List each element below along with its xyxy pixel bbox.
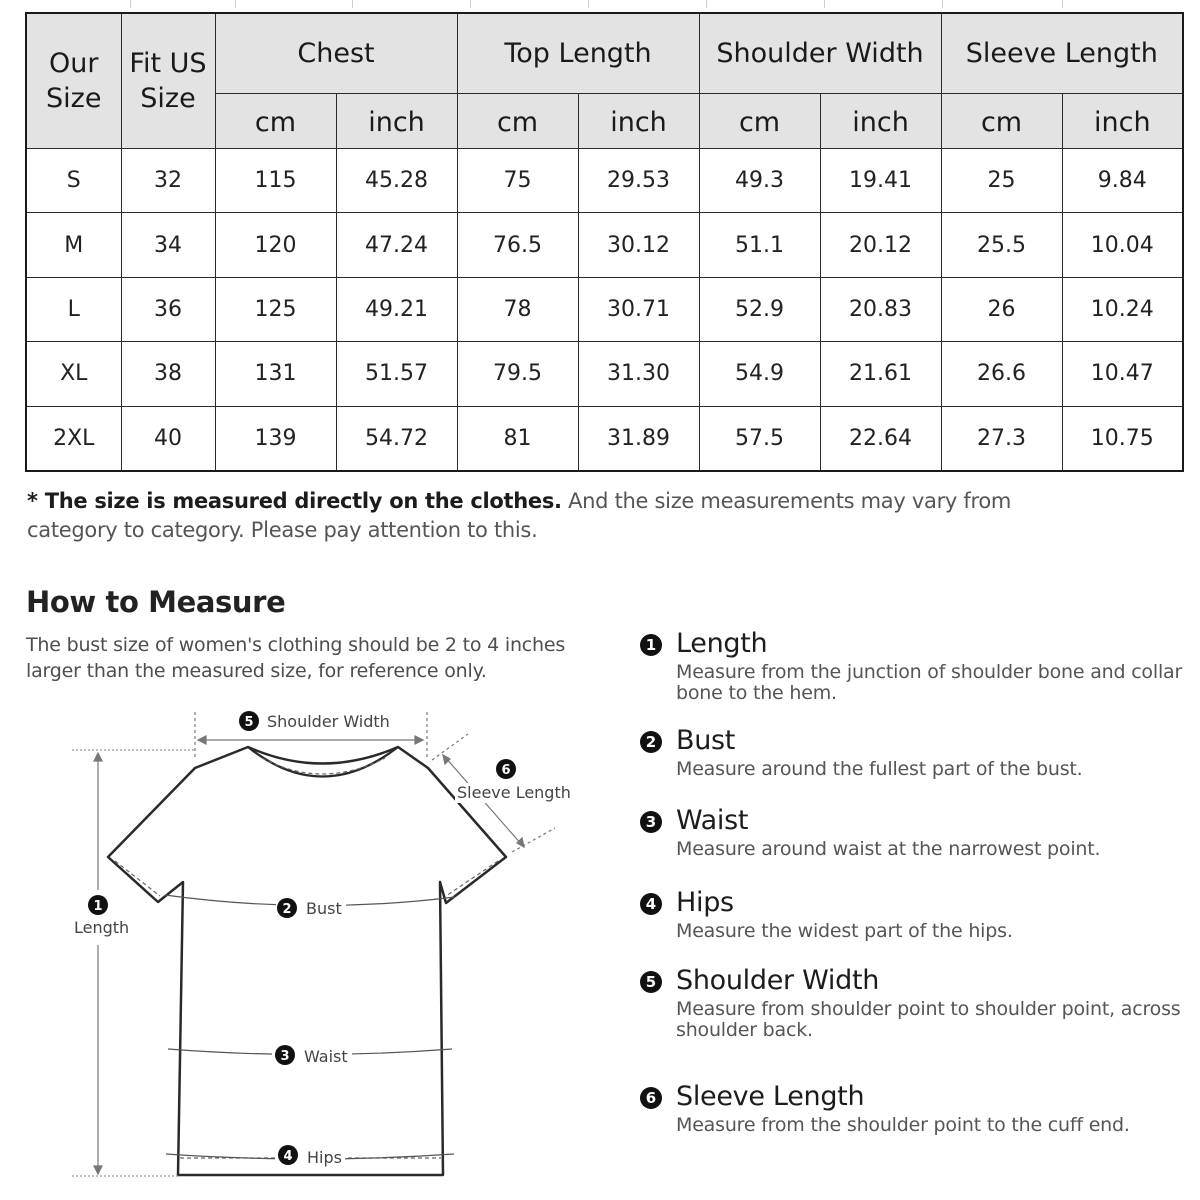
unit-inch: inch	[336, 94, 457, 149]
table-cell: 131	[215, 342, 336, 406]
table-cell: 10.75	[1062, 406, 1183, 471]
num-sleeve-length: 6	[501, 763, 511, 778]
table-cell: 9.84	[1062, 149, 1183, 213]
table-cell: 26.6	[941, 342, 1062, 406]
unit-inch: inch	[820, 94, 941, 149]
table-cell: 10.24	[1062, 277, 1183, 341]
unit-cm: cm	[215, 94, 336, 149]
table-cell: 10.47	[1062, 342, 1183, 406]
table-cell: 52.9	[699, 277, 820, 341]
table-cell: 54.72	[336, 406, 457, 471]
table-cell: 75	[457, 149, 578, 213]
measurement-note	[27, 487, 1027, 545]
table-cell: 49.3	[699, 149, 820, 213]
table-cell: 31.89	[578, 406, 699, 471]
table-cell: 20.12	[820, 213, 941, 277]
legend-title: Shoulder Width	[676, 965, 880, 996]
header-chest: Chest	[215, 13, 457, 94]
number-3-icon: 3	[640, 811, 662, 833]
table-cell: 79.5	[457, 342, 578, 406]
table-cell: 76.5	[457, 213, 578, 277]
table-cell: 22.64	[820, 406, 941, 471]
legend-desc: Measure from the shoulder point to the cuff end.	[676, 1114, 1130, 1136]
table-row	[26, 342, 1183, 406]
tshirt-measure-diagram	[0, 690, 620, 1190]
table-cell: 38	[121, 342, 215, 406]
label-length: Length	[74, 918, 130, 937]
table-cell: 31.30	[578, 342, 699, 406]
table-row	[26, 149, 1183, 213]
table-cell: 20.83	[820, 277, 941, 341]
how-to-measure-title: How to Measure	[26, 585, 286, 619]
table-cell: 19.41	[820, 149, 941, 213]
table-cell: 47.24	[336, 213, 457, 277]
guide-lines	[72, 712, 555, 1176]
header-sleeve-length: Sleeve Length	[941, 13, 1183, 94]
top-edge-strip	[0, 0, 1200, 12]
size-chart-table	[25, 12, 1184, 472]
unit-inch: inch	[578, 94, 699, 149]
legend-desc: Measure from shoulder point to shoulder point, across shoulder back.	[676, 998, 1181, 1041]
header-top-length: Top Length	[457, 13, 699, 94]
table-cell: 10.04	[1062, 213, 1183, 277]
table-cell: 34	[121, 213, 215, 277]
table-cell: 21.61	[820, 342, 941, 406]
table-cell: 36	[121, 277, 215, 341]
table-row	[26, 213, 1183, 277]
table-cell: 78	[457, 277, 578, 341]
legend-desc: Measure around the fullest part of the bust.	[676, 758, 1083, 780]
table-cell: 25	[941, 149, 1062, 213]
legend-title: Waist	[676, 805, 749, 836]
label-hips: Hips	[307, 1148, 342, 1167]
number-2-icon: 2	[640, 731, 662, 753]
table-header-row	[26, 13, 1183, 94]
legend-title: Sleeve Length	[676, 1081, 865, 1112]
table-cell: 49.21	[336, 277, 457, 341]
unit-cm: cm	[941, 94, 1062, 149]
table-cell: 125	[215, 277, 336, 341]
num-waist: 3	[280, 1049, 290, 1064]
label-sleeve-length: Sleeve Length	[457, 783, 571, 802]
table-cell: 51.57	[336, 342, 457, 406]
table-cell: 57.5	[699, 406, 820, 471]
table-cell: 27.3	[941, 406, 1062, 471]
table-cell: M	[26, 213, 121, 277]
table-cell: 40	[121, 406, 215, 471]
table-cell: 54.9	[699, 342, 820, 406]
table-cell: 29.53	[578, 149, 699, 213]
table-cell: XL	[26, 342, 121, 406]
note-rest: And the size measurements may vary from category to category. Please pay attention to this.	[27, 489, 1012, 542]
table-cell: 51.1	[699, 213, 820, 277]
num-length: 1	[93, 899, 103, 914]
table-row	[26, 406, 1183, 471]
legend-desc: Measure the widest part of the hips.	[676, 920, 1013, 942]
label-bust: Bust	[306, 899, 342, 918]
legend-title: Bust	[676, 725, 736, 756]
number-4-icon: 4	[640, 893, 662, 915]
legend-title: Hips	[676, 887, 734, 918]
header-our-size: Our Size	[26, 13, 121, 149]
num-hips: 4	[283, 1149, 293, 1164]
legend-title: Length	[676, 628, 768, 659]
table-cell: 30.71	[578, 277, 699, 341]
num-shoulder-width: 5	[244, 715, 254, 730]
unit-cm: cm	[457, 94, 578, 149]
table-cell: 32	[121, 149, 215, 213]
table-cell: L	[26, 277, 121, 341]
table-cell: 81	[457, 406, 578, 471]
number-6-icon: 6	[640, 1087, 662, 1109]
unit-cm: cm	[699, 94, 820, 149]
number-1-icon: 1	[640, 634, 662, 656]
diagram-labels	[74, 711, 571, 1168]
table-row	[26, 277, 1183, 341]
num-bust: 2	[282, 902, 292, 917]
table-cell: 26	[941, 277, 1062, 341]
tshirt-outline	[108, 747, 506, 1175]
note-bold: * The size is measured directly on the clothes.	[27, 489, 562, 513]
header-shoulder-width: Shoulder Width	[699, 13, 941, 94]
table-cell: 120	[215, 213, 336, 277]
how-to-measure-text: The bust size of women's clothing should be 2 to 4 inches larger than the measured size, for reference only.	[26, 634, 566, 682]
legend-desc: Measure from the junction of shoulder bone and collar bone to the hem.	[676, 661, 1183, 704]
table-cell: 25.5	[941, 213, 1062, 277]
legend-desc: Measure around waist at the narrowest point.	[676, 838, 1101, 860]
table-cell: 45.28	[336, 149, 457, 213]
table-cell: 30.12	[578, 213, 699, 277]
table-cell: S	[26, 149, 121, 213]
label-shoulder-width: Shoulder Width	[267, 712, 390, 731]
table-cell: 115	[215, 149, 336, 213]
number-5-icon: 5	[640, 971, 662, 993]
header-fit-us-size: Fit US Size	[121, 13, 215, 149]
label-waist: Waist	[304, 1047, 348, 1066]
table-cell: 139	[215, 406, 336, 471]
unit-inch: inch	[1062, 94, 1183, 149]
table-cell: 2XL	[26, 406, 121, 471]
